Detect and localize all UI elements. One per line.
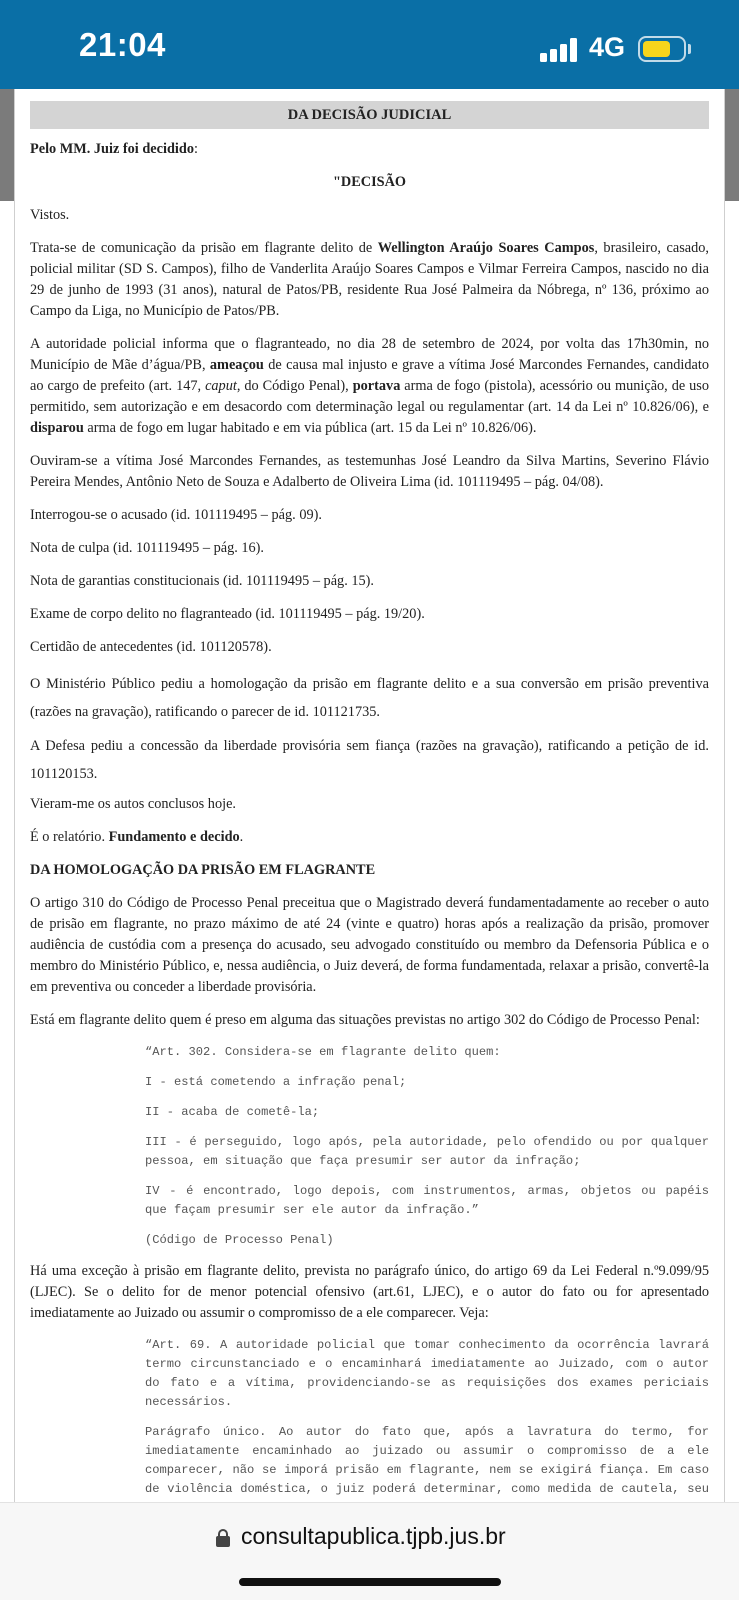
document-viewport[interactable] xyxy=(0,89,739,1502)
page-edge-left xyxy=(0,89,14,201)
paragraph-15: Há uma exceção à prisão em flagrante delito, prevista no parágrafo único, do artigo 69 da Lei Federal n.º9.099/95 (LJEC). Se o delito for de menor potencial ofensivo (art.61, LJEC), e o autor do fato ou for apresentado imediatamente ao Juizado ou assumir o compromisso de a ele comparecer. Veja: xyxy=(30,1263,709,1321)
vistos-text: Vistos. xyxy=(30,207,70,223)
status-bar xyxy=(0,0,739,89)
quote-source: (Código de Processo Penal) xyxy=(145,1233,334,1247)
signal-icon xyxy=(540,38,580,62)
page-edge-right xyxy=(725,89,739,201)
network-type: 4G xyxy=(589,32,626,62)
battery-level xyxy=(643,41,670,57)
paragraph-10: A Defesa pediu a concessão da liberdade provisória sem fiança (razões na gravação), ratificando a petição de id. 101120153. xyxy=(30,738,709,782)
quote-art302-i: I - está cometendo a infração penal; xyxy=(145,1075,407,1089)
paragraph-5: Nota de culpa (id. 101119495 – pág. 16). xyxy=(30,540,264,556)
subheading-homologacao: DA HOMOLOGAÇÃO DA PRISÃO EM FLAGRANTE xyxy=(30,862,376,878)
quote-art302-ii: II - acaba de cometê-la; xyxy=(145,1105,320,1119)
paragraph-1: Trata-se de comunicação da prisão em flagrante delito de Wellington Araújo Soares Campos, brasileiro, casado, policial militar (SD S. Campos), filho de Vanderlita Araújo Soares Campos e Vilmar Ferreira Campos, nascido no dia 29 de junho de 1993 (31 anos), natural de Patos/PB, residente Rua José Palmeira da Nóbrega, nº 136, próximo ao Campo da Liga, no Município de Patos/PB. xyxy=(30,240,709,319)
paragraph-7: Exame de corpo delito no flagranteado (id. 101119495 – pág. 19/20). xyxy=(30,606,425,622)
intro-text: Pelo MM. Juiz foi decidido: xyxy=(30,141,198,157)
paragraph-8: Certidão de antecedentes (id. 101120578). xyxy=(30,639,272,655)
quote-art302-iii: III - é perseguido, logo após, pela autoridade, pelo ofendido ou por qualquer pessoa, em situação que faça presumir ser autor da infração; xyxy=(145,1135,709,1168)
quote-art302: “Art. 302. Considera-se em flagrante delito quem: xyxy=(145,1045,501,1059)
paragraph-14: Está em flagrante delito quem é preso em alguma das situações previstas no artigo 302 do Código de Processo Penal: xyxy=(30,1012,700,1028)
section-title: DA DECISÃO JUDICIAL xyxy=(30,101,709,129)
home-indicator[interactable] xyxy=(239,1578,501,1586)
paragraph-9: O Ministério Público pediu a homologação da prisão em flagrante delito e a sua conversão em prisão preventiva (razões na gravação), ratificando o parecer de id. 101121735. xyxy=(30,676,709,720)
paragraph-2: A autoridade policial informa que o flagranteado, no dia 28 de setembro de 2024, por volta das 17h30min, no Município de Mãe d’água/PB, ameaçou de causa mal injusto e grave a vítima José Marcondes Fernandes, candidato ao cargo de prefeito (art. 147, caput, do Código Penal), portava arma de fogo (pistola), acessório ou munição, de uso permitido, sem autorização e em desacordo com determinação legal ou regulamentar (art. 14 da Lei nº 10.826/06), e disparou arma de fogo em lugar habitado e em via pública (art. 15 da Lei nº 10.826/06). xyxy=(30,336,710,436)
quote-art69-paragrafo: Parágrafo único. Ao autor do fato que, após a lavratura do termo, for imediatamente encaminhado ao juizado ou assumir o compromisso de a ele comparecer, não se imporá prisão em flagrante, nem se exigirá fiança. Em caso de violência doméstica, o juiz poderá determinar, como medida de cautela, seu xyxy=(145,1425,709,1496)
quote-art302-iv: IV - é encontrado, logo depois, com instrumentos, armas, objetos ou papéis que façam presumir ser ele autor da infração.” xyxy=(145,1184,709,1217)
status-time: 21:04 xyxy=(79,26,166,63)
browser-url-bar[interactable] xyxy=(0,1502,739,1600)
quote-art69: “Art. 69. A autoridade policial que tomar conhecimento da ocorrência lavrará termo circunstanciado e o encaminhará imediatamente ao Juizado, com o autor do fato e a vítima, providenciando-se as requisições dos exames periciais necessários. xyxy=(145,1338,709,1409)
paragraph-12: É o relatório. Fundamento e decido. xyxy=(30,829,244,845)
paragraph-6: Nota de garantias constitucionais (id. 101119495 – pág. 15). xyxy=(30,573,374,589)
paragraph-3: Ouviram-se a vítima José Marcondes Fernandes, as testemunhas José Leandro da Silva Martins, Severino Flávio Pereira Mendes, Antônio Neto de Souza e Adalberto de Oliveira Lima (id. 101119495 – pág. 04/08). xyxy=(30,453,709,490)
lock-icon xyxy=(216,1529,230,1547)
paragraph-4: Interrogou-se o acusado (id. 101119495 – pág. 09). xyxy=(30,507,322,523)
decision-heading: "DECISÃO xyxy=(332,174,407,190)
paragraph-13: O artigo 310 do Código de Processo Penal preceitua que o Magistrado deverá fundamentadamente ao receber o auto de prisão em flagrante, no prazo máximo de até 24 (vinte e quatro) horas após a realização da prisão, promover audiência de custódia com a presença do acusado, seu advogado constituído ou membro da Defensoria Pública e o membro do Ministério Público, e, nessa audiência, o Juiz deverá, de forma fundamentada, relaxar a prisão, convertê-la em preventiva ou conceder a liberdade provisória. xyxy=(30,895,709,995)
paragraph-11: Vieram-me os autos conclusos hoje. xyxy=(30,796,236,812)
battery-icon xyxy=(638,36,686,62)
battery-tip xyxy=(688,44,691,54)
url-text[interactable]: consultapublica.tjpb.jus.br xyxy=(241,1523,506,1549)
document-page xyxy=(14,89,725,1502)
